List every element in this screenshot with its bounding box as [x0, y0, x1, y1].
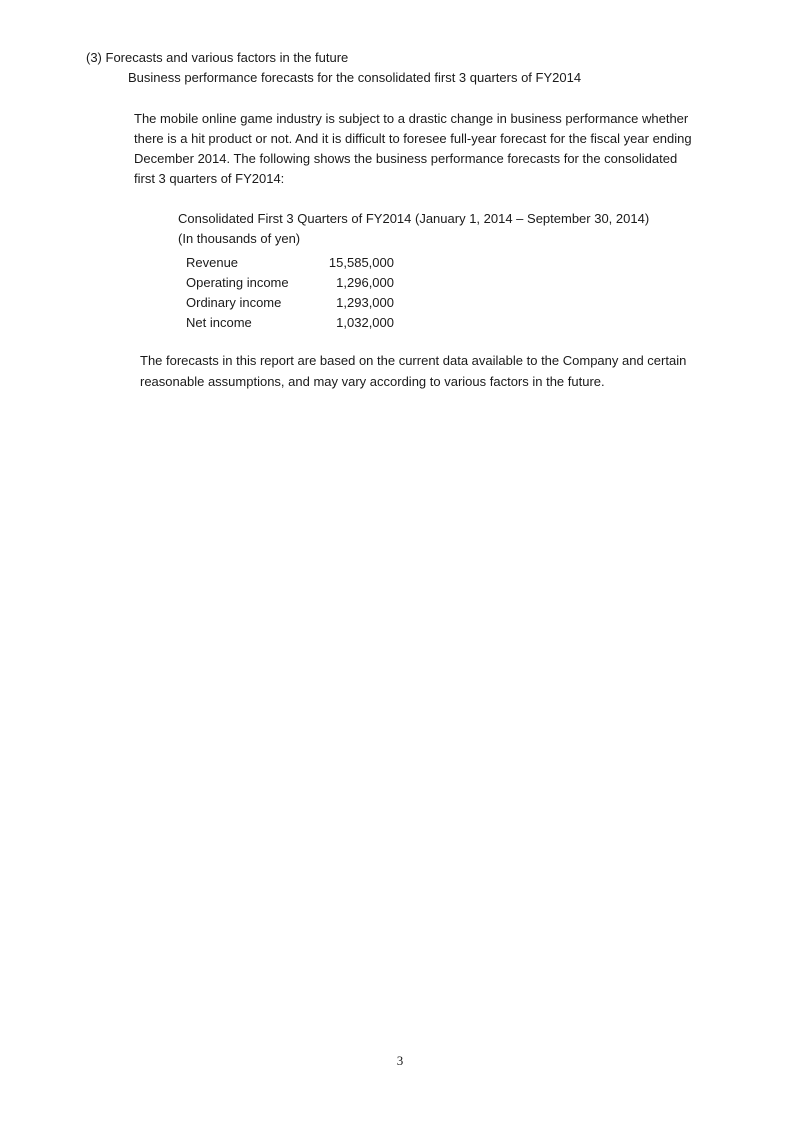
forecast-table: [186, 253, 394, 333]
intro-line: first 3 quarters of FY2014:: [134, 171, 285, 186]
forecast-table-title: Consolidated First 3 Quarters of FY2014 (January 1, 2014 – September 30, 2014): [178, 211, 650, 226]
intro-paragraph: [134, 109, 724, 189]
disclaimer-line: The forecasts in this report are based on the current data available to the Company and certain: [140, 353, 687, 368]
table-row: [186, 293, 394, 313]
section-subheading: Business performance forecasts for the consolidated first 3 quarters of FY2014: [128, 70, 582, 85]
disclaimer-line: reasonable assumptions, and may vary according to various factors in the future.: [140, 374, 605, 389]
row-value-ordinary-income: 1,293,000: [336, 295, 394, 310]
table-row: [186, 273, 394, 293]
disclaimer-paragraph: [140, 350, 730, 392]
forecast-table-unit: (In thousands of yen): [178, 231, 301, 246]
row-label-net-income: Net income: [186, 315, 252, 330]
table-row: [186, 253, 394, 273]
intro-line: December 2014. The following shows the business performance forecasts for the consolidated: [134, 151, 678, 166]
page-number: 3: [396, 1053, 404, 1068]
row-value-net-income: 1,032,000: [336, 315, 394, 330]
table-row: [186, 313, 394, 333]
row-label-operating-income: Operating income: [186, 275, 289, 290]
row-label-ordinary-income: Ordinary income: [186, 295, 282, 310]
intro-line: The mobile online game industry is subject to a drastic change in business performance whether: [134, 111, 689, 126]
row-label-revenue: Revenue: [186, 255, 239, 270]
section-heading: (3) Forecasts and various factors in the future: [86, 50, 349, 65]
row-value-operating-income: 1,296,000: [336, 275, 394, 290]
intro-line: there is a hit product or not. And it is difficult to foresee full-year forecast for the fiscal year ending: [134, 131, 692, 146]
row-value-revenue: 15,585,000: [328, 255, 394, 270]
